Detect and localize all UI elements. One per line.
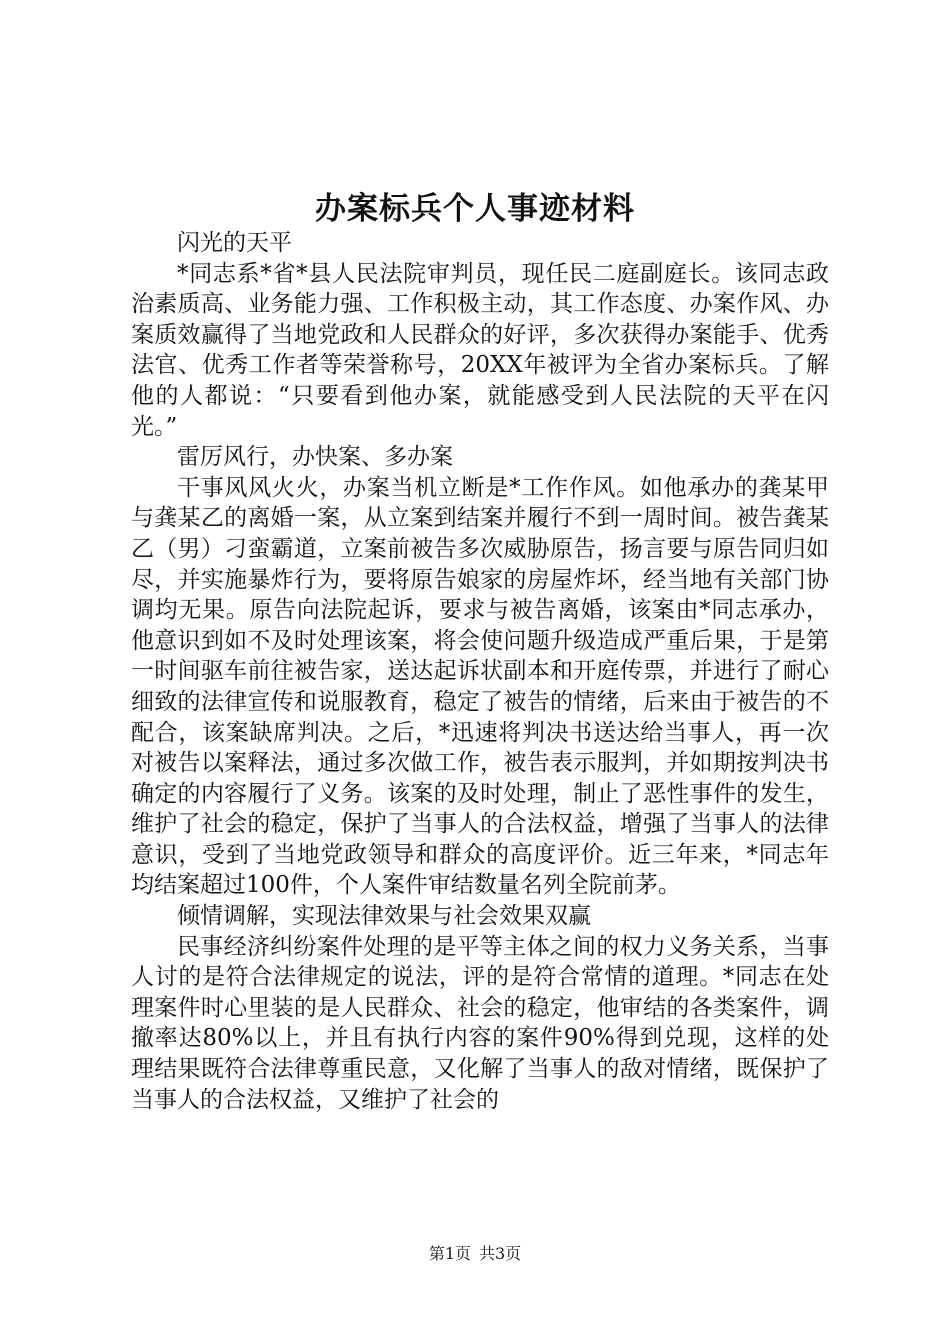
page-total: 共3页 xyxy=(479,1244,522,1263)
body-paragraph: 民事经济纠纷案件处理的是平等主体之间的权力义务关系，当事人讨的是符合法律规定的说法，评的是符合常情的道理。*同志在处理案件时心里装的是人民群众、社会的稳定，他审结的各类案件，调撤率达80%以上，并且有执行内容的案件90%得到兑现，这样的处理结果既符合法律尊重民意，又化解了当事人的敌对情绪，既保护了当事人的合法权益，又维护了社会的 xyxy=(131,933,829,1113)
section-heading: 闪光的天平 xyxy=(177,230,292,256)
document-body xyxy=(131,228,829,1115)
document-title: 办案标兵个人事迹材料 xyxy=(315,191,635,227)
page-footer xyxy=(0,1243,950,1265)
body-paragraph: 干事风风火火，办案当机立断是*工作作风。如他承办的龚某甲与龚某乙的离婚一案，从立案到结案并履行不到一周时间。被告龚某乙（男）刁蛮霸道，立案前被告多次威胁原告，扬言要与原告同归如尽，并实施暴炸行为，要将原告娘家的房屋炸坏，经当地有关部门协调均无果。原告向法院起诉，要求与被告离婚，该案由*同志承办，他意识到如不及时处理该案，将会使问题升级造成严重后果，于是第一时间驱车前往被告家，送达起诉状副本和开庭传票，并进行了耐心细致的法律宣传和说服教育，稳定了被告的情绪，后来由于被告的不配合，该案缺席判决。之后，*迅速将判决书送达给当事人，再一次对被告以案释法，通过多次做工作，被告表示服判，并如期按判决书确定的内容履行了义务。该案的及时处理，制止了恶性事件的发生，维护了社会的稳定，保护了当事人的合法权益，增强了当事人的法律意识，受到了当地党政领导和群众的高度评价。近三年来，*同志年均结案超过100件，个人案件审结数量名列全院前茅。 xyxy=(131,474,829,899)
body-paragraph: *同志系*省*县人民法院审判员，现任民二庭副庭长。该同志政治素质高、业务能力强、工作积极主动，其工作态度、办案作风、办案质效赢得了当地党政和人民群众的好评，多次获得办案能手、优秀法官、优秀工作者等荣誉称号，20XX年被评为全省办案标兵。了解他的人都说：“只要看到他办案，就能感受到人民法院的天平在闪光。” xyxy=(131,260,829,440)
page-number: 第1页 xyxy=(428,1244,471,1263)
section-heading: 倾情调解，实现法律效果与社会效果双赢 xyxy=(177,903,591,930)
section-heading: 雷厉风行，办快案、多办案 xyxy=(177,444,453,471)
